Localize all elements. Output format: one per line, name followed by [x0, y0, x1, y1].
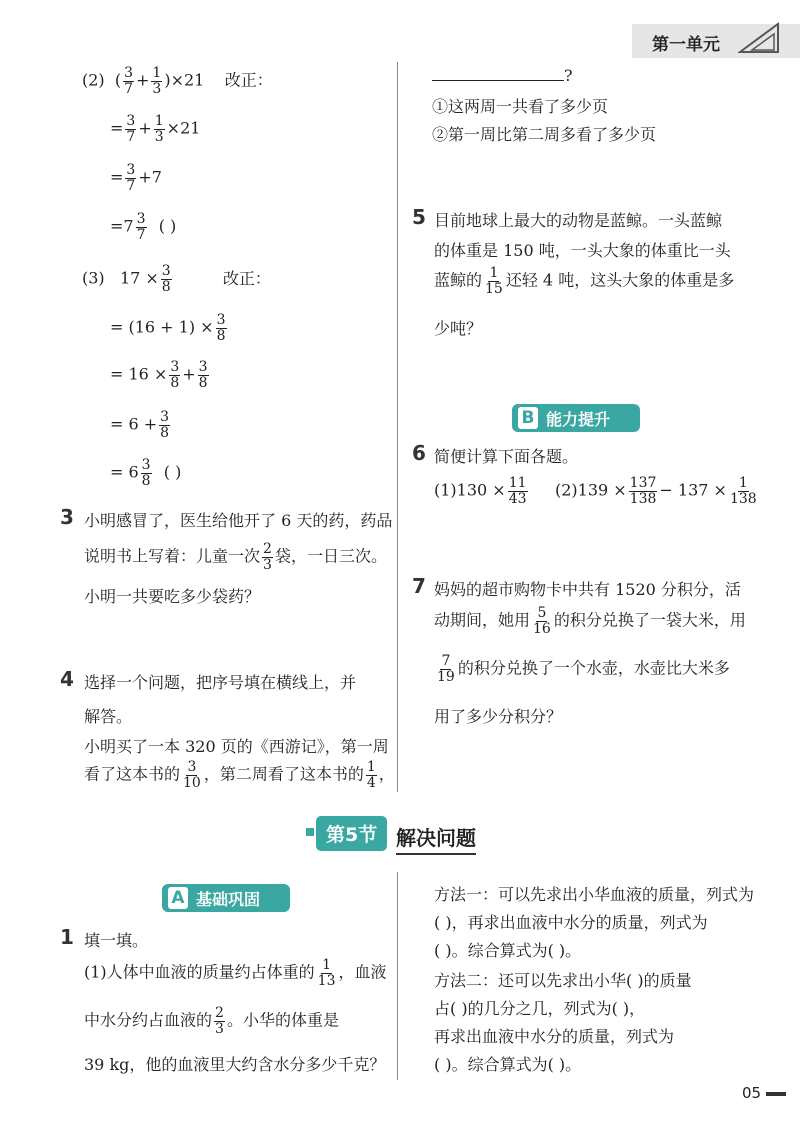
section-b-title: 能力提升: [546, 410, 611, 429]
q6-line1: 简便计算下面各题。: [434, 447, 579, 466]
page-number-bar: [766, 1092, 786, 1096]
question-choice-line[interactable]: ?: [432, 66, 573, 85]
section-5-tag: 第5节: [316, 816, 387, 851]
unit-title: 第一单元: [652, 35, 720, 55]
step-p3-2: = 16 × $\frac{3}{8}$ + $\frac{3}{8}$: [110, 359, 208, 391]
question-5-number: 5: [412, 205, 426, 229]
q1-line1: 填一填。: [84, 931, 149, 950]
q3-line1: 小明感冒了，医生给他开了 6 天的药，药品: [84, 511, 393, 530]
method-2-line2[interactable]: 占( )的几分之几，列式为( )，: [434, 999, 646, 1018]
triangle-ruler-icon: [738, 22, 782, 54]
q4-line4: 看了这本书的 $\frac{3}{10}$ ，第二周看了这本书的 $\frac{1}{4}$ ，: [84, 759, 395, 791]
problem-3: (3) 17 × $\frac{3}{8}$ 改正：: [82, 263, 271, 295]
section-a-title: 基础巩固: [196, 890, 261, 909]
q3-line3: 小明一共要吃多少袋药？: [84, 587, 261, 606]
q5-line3: 蓝鲸的 $\frac{1}{15}$ 还轻 4 吨，这头大象的体重是多: [434, 265, 735, 297]
option-2: ②第一周比第二周多看了多少页: [432, 125, 657, 144]
section-5-stripe: [306, 828, 314, 836]
method-1-line1: 方法一：可以先求出小华血液的质量，列式为: [434, 885, 755, 904]
method-1-line2[interactable]: ( )，再求出血液中水分的质量，列式为: [434, 913, 708, 932]
question-3-number: 3: [60, 505, 74, 529]
q4-line1: 选择一个问题，把序号填在横线上，并: [84, 673, 357, 692]
q7-line1: 妈妈的超市购物卡中共有 1520 分积分，活: [434, 580, 741, 599]
method-2-line1[interactable]: 方法二：还可以先求出小华( )的质量: [434, 971, 692, 990]
section-a-letter: A: [166, 885, 190, 911]
column-divider-bottom: [397, 872, 398, 1080]
step-3: =7 $\frac{3}{7}$ ( ): [110, 211, 177, 243]
section-a-badge: [162, 884, 290, 912]
q3-line2: 说明书上写着：儿童一次 $\frac{2}{3}$ 袋，一日三次。: [84, 541, 387, 573]
column-divider: [397, 62, 398, 792]
step-p3-3: = 6 + $\frac{3}{8}$: [110, 409, 170, 441]
page-number: 05: [742, 1084, 762, 1102]
method-2-line3: 再求出血液中水分的质量，列式为: [434, 1027, 675, 1046]
q6-expressions: (1)130 × $\frac{11}{43}$ (2)139 × $\frac{137}{138}$ − 137 × $\frac{1}{138}$: [434, 475, 757, 507]
method-1-line3[interactable]: ( )。综合算式为( )。: [434, 941, 582, 960]
section-b-badge: [512, 404, 640, 432]
q4-line3: 小明买了一本 320 页的《西游记》，第一周: [84, 737, 389, 756]
q1-line4: 39 kg，他的血液里大约含水分多少千克？: [84, 1055, 386, 1074]
q5-line1: 目前地球上最大的动物是蓝鲸。一头蓝鲸: [434, 211, 723, 230]
section-5-title: 解决问题: [396, 822, 476, 855]
q7-line4: 用了多少分积分？: [434, 707, 563, 726]
q5-line2: 的体重是 150 吨，一头大象的体重比一头: [434, 241, 731, 260]
q1-line3: 中水分约占血液的 $\frac{2}{3}$ 。小华的体重是: [84, 1005, 339, 1037]
question-7-number: 7: [412, 574, 426, 598]
step-p3-1: = (16 + 1) × $\frac{3}{8}$: [110, 312, 226, 344]
answer-blank-2[interactable]: ( ): [163, 462, 182, 482]
question-6-number: 6: [412, 441, 426, 465]
step-2: = $\frac{3}{7}$ +7: [110, 162, 162, 194]
step-p3-4: = 6 $\frac{3}{8}$ ( ): [110, 457, 182, 489]
method-2-line4[interactable]: ( )。综合算式为( )。: [434, 1055, 582, 1074]
step-1: = $\frac{3}{7}$ + $\frac{1}{3}$ ×21: [110, 113, 201, 145]
section-b-letter: B: [516, 405, 540, 431]
q4-line2: 解答。: [84, 707, 133, 726]
question-4-number: 4: [60, 667, 74, 691]
q7-line2: 动期间，她用 $\frac{5}{16}$ 的积分兑换了一袋大米，用: [434, 605, 746, 637]
answer-blank[interactable]: ( ): [158, 216, 177, 236]
option-1: ①这两周一共看了多少页: [432, 97, 609, 116]
q5-line4: 少吨？: [434, 319, 483, 338]
problem-2: (2) ( $\frac{3}{7}$ + $\frac{1}{3}$ )×21 改正：: [82, 65, 273, 97]
q7-line3: $\frac{7}{19}$ 的积分兑换了一个水壶，水壶比大米多: [437, 653, 730, 685]
q1-line2: (1)人体中血液的质量约占体重的 $\frac{1}{13}$ ，血液: [84, 957, 387, 989]
question-1-number: 1: [60, 925, 74, 949]
